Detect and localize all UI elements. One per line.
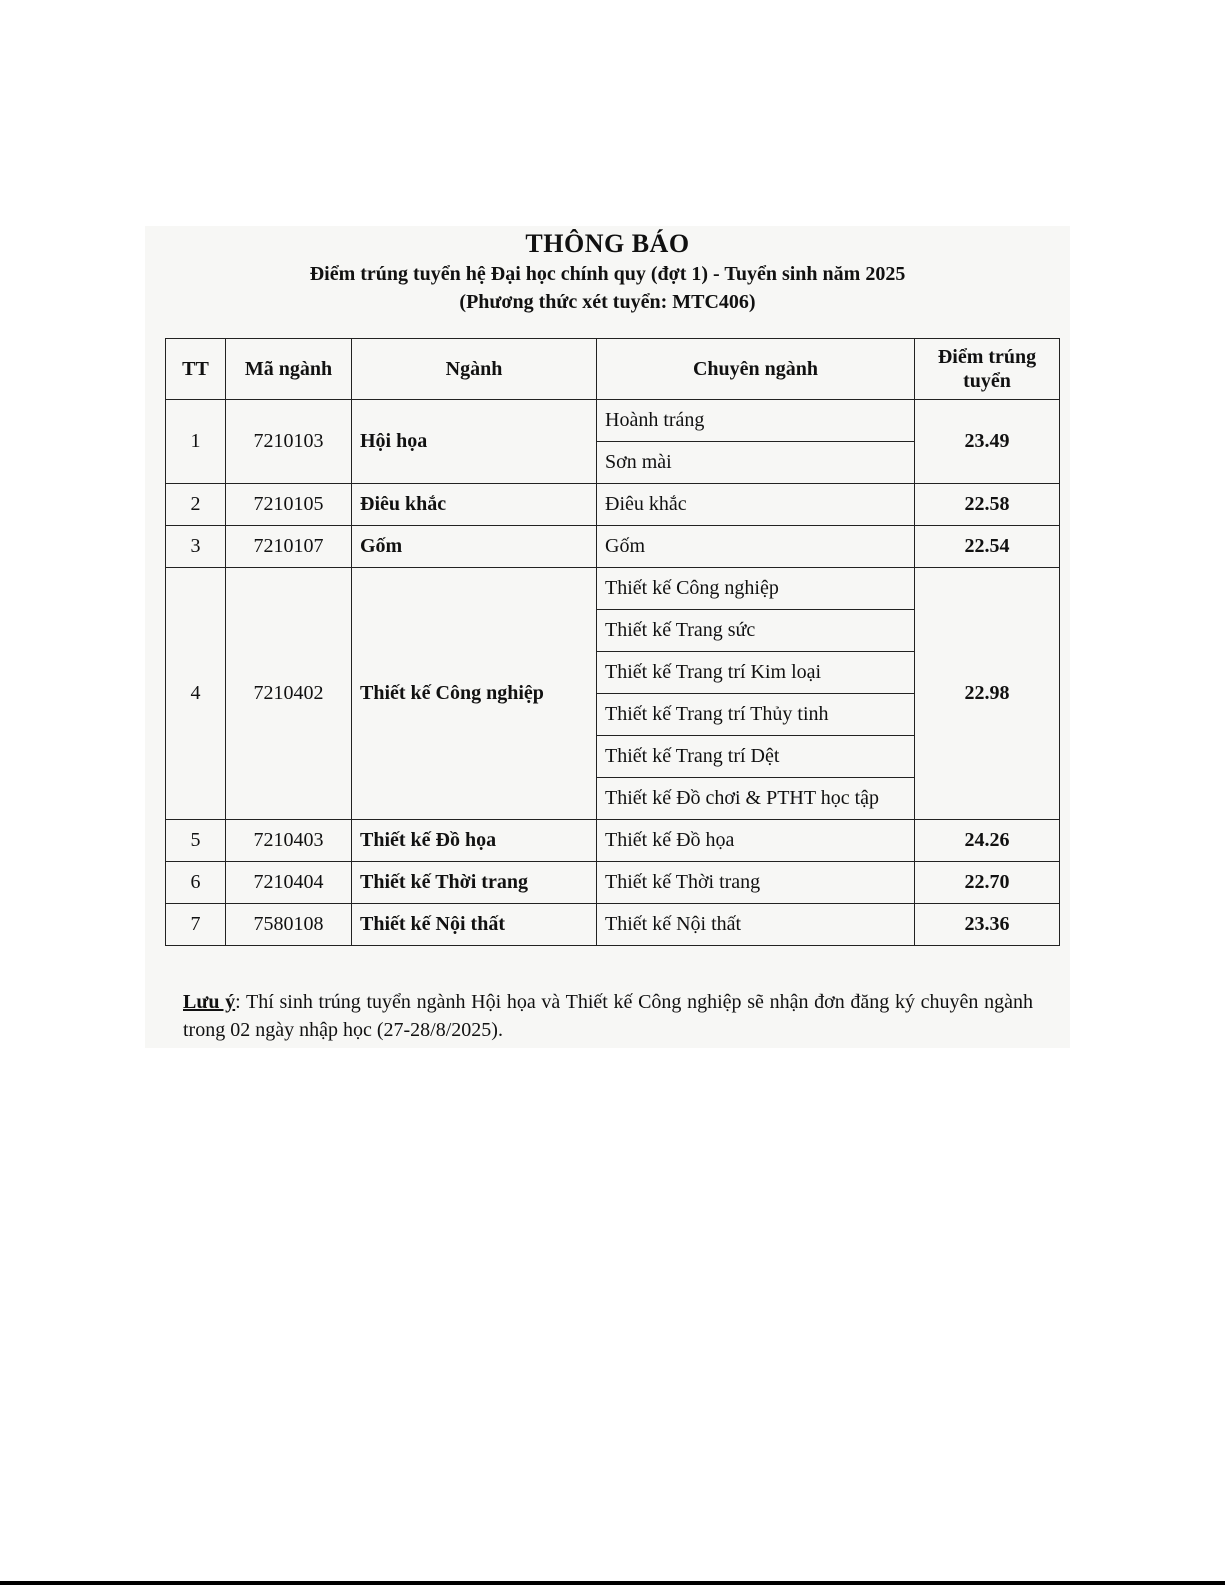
row-number: 5 (166, 820, 226, 862)
major-name: Thiết kế Đồ họa (352, 820, 597, 862)
major-code: 7210107 (226, 526, 352, 568)
admission-scores-table (165, 338, 1060, 946)
row-number: 3 (166, 526, 226, 568)
specialization: Thiết kế Thời trang (597, 862, 915, 904)
table-header-row (166, 339, 1060, 400)
specialization: Thiết kế Đồ họa (597, 820, 915, 862)
major-name: Hội họa (352, 400, 597, 484)
major-code: 7210105 (226, 484, 352, 526)
column-header-tt: TT (166, 339, 226, 400)
specialization: Hoành tráng (597, 400, 915, 442)
major-code: 7210404 (226, 862, 352, 904)
major-code: 7580108 (226, 904, 352, 946)
row-number: 4 (166, 568, 226, 820)
specialization: Thiết kế Nội thất (597, 904, 915, 946)
admission-score: 22.98 (915, 568, 1060, 820)
note-text: : Thí sinh trúng tuyển ngành Hội họa và Thiết kế Công nghiệp sẽ nhận đơn đăng ký chuyên ngành trong 02 ngày nhập học (27-28/8/2025). (183, 991, 1033, 1041)
major-code: 7210403 (226, 820, 352, 862)
table-row (166, 400, 1060, 442)
major-code: 7210103 (226, 400, 352, 484)
major-name: Gốm (352, 526, 597, 568)
major-name: Thiết kế Nội thất (352, 904, 597, 946)
table-row (166, 526, 1060, 568)
specialization: Thiết kế Trang trí Kim loại (597, 652, 915, 694)
table-row (166, 484, 1060, 526)
table-row (166, 862, 1060, 904)
admission-score: 23.36 (915, 904, 1060, 946)
specialization: Thiết kế Trang trí Dệt (597, 736, 915, 778)
major-name: Thiết kế Công nghiệp (352, 568, 597, 820)
specialization: Sơn mài (597, 442, 915, 484)
specialization: Thiết kế Trang sức (597, 610, 915, 652)
table-row (166, 904, 1060, 946)
specialization: Điêu khắc (597, 484, 915, 526)
major-name: Thiết kế Thời trang (352, 862, 597, 904)
major-code: 7210402 (226, 568, 352, 820)
table-body (166, 400, 1060, 946)
notice-title: THÔNG BÁO (525, 229, 690, 258)
specialization: Thiết kế Công nghiệp (597, 568, 915, 610)
admission-score: 24.26 (915, 820, 1060, 862)
admission-score: 22.58 (915, 484, 1060, 526)
table-row (166, 820, 1060, 862)
scanned-notice (145, 226, 1070, 1048)
admission-score: 22.70 (915, 862, 1060, 904)
notice-header (145, 228, 1070, 316)
note (183, 988, 1033, 1044)
row-number: 7 (166, 904, 226, 946)
admission-score: 23.49 (915, 400, 1060, 484)
column-header-specialization: Chuyên ngành (597, 339, 915, 400)
notice-subtitle: Điểm trúng tuyển hệ Đại học chính quy (đợt 1) - Tuyển sinh năm 2025 (309, 263, 906, 285)
column-header-score: Điểm trúng tuyển (915, 339, 1060, 400)
row-number: 1 (166, 400, 226, 484)
column-header-major-code: Mã ngành (226, 339, 352, 400)
specialization: Gốm (597, 526, 915, 568)
column-header-major: Ngành (352, 339, 597, 400)
major-name: Điêu khắc (352, 484, 597, 526)
admission-method: (Phương thức xét tuyển: MTC406) (459, 291, 756, 313)
specialization: Thiết kế Đồ chơi & PTHT học tập (597, 778, 915, 820)
row-number: 2 (166, 484, 226, 526)
note-label: Lưu ý (183, 991, 236, 1013)
table-row (166, 568, 1060, 610)
page-bottom-rule (0, 1581, 1225, 1585)
row-number: 6 (166, 862, 226, 904)
admission-score: 22.54 (915, 526, 1060, 568)
specialization: Thiết kế Trang trí Thủy tinh (597, 694, 915, 736)
